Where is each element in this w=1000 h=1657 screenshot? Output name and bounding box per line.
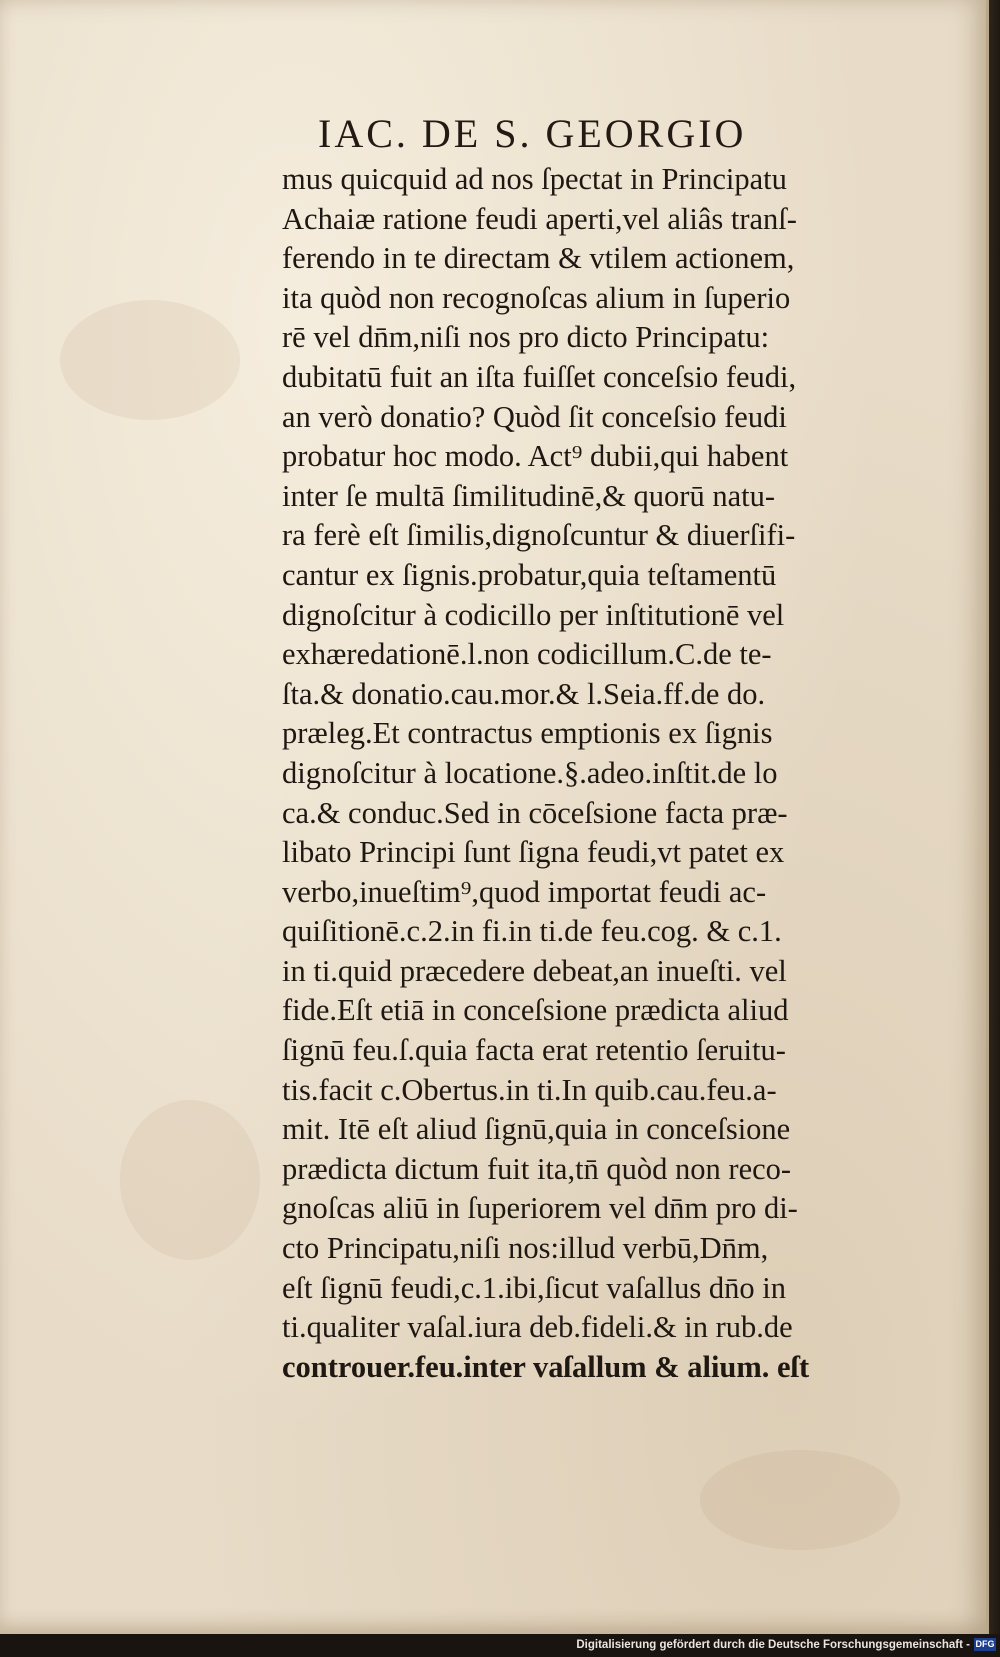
running-head: IAC. DE S. GEORGIO [318,111,747,156]
text-line: ca.& conduc.Sed in cōceſsione facta præ- [282,795,788,830]
paper-stain [120,1100,260,1260]
dfg-logo-icon: DFG [975,1639,995,1649]
text-line: dignoſcitur à codicillo per inſtitutionē vel [282,597,785,632]
text-line: exhæredationē.l.non codicillum.C.de te- [282,637,772,672]
text-line: in ti.quid præcedere debeat,an inueſti. vel [282,953,787,988]
text-line: rē vel dn̄m,niſi nos pro dicto Principatu: [282,320,770,355]
text-line: controuer.feu.inter vaſallum & alium. eſt [282,1349,810,1384]
text-line: ſta.& donatio.cau.mor.& l.Seia.ff.de do. [282,676,766,711]
text-line: libato Principi ſunt ſigna feudi,vt patet ex [282,835,785,870]
text-line: eſt ſignū feudi,c.1.ibi,ſicut vaſallus dn̄o in [282,1270,787,1305]
text-line: prædicta dictum fuit ita,tn̄ quòd non reco- [282,1151,792,1186]
text-line: mit. Itē eſt aliud ſignū,quia in conceſsione [282,1112,791,1147]
text-line: verbo,inueſtim⁹,quod importat feudi ac- [282,874,767,909]
text-line: quiſitionē.c.2.in fi.in ti.de feu.cog. & c.1. [282,914,782,949]
funding-note: Digitalisierung gefördert durch die Deutsche Forschungsgemeinschaft - [576,1639,970,1651]
text-line: an verò donatio? Quòd ſit conceſsio feudi [282,399,787,434]
text-line: ra ferè eſt ſimilis,dignoſcuntur & diuerſifi- [282,518,796,553]
text-line: tis.facit c.Obertus.in ti.In quib.cau.feu.a- [282,1072,777,1107]
text-line: probatur hoc modo. Act⁹ dubii,qui habent [282,439,789,474]
paper-stain [700,1450,900,1550]
text-line: ti.qualiter vaſal.iura deb.fideli.& in rub.de [282,1310,793,1345]
text-line: fide.Eſt etiā in conceſsione prædicta aliud [282,993,789,1028]
text-line: cto Principatu,niſi nos:illud verbū,Dn̄m, [282,1231,769,1266]
text-line: ferendo in te directam & vtilem actionem, [282,241,795,276]
text-line: dignoſcitur à locatione.§.adeo.inſtit.de lo [282,755,778,790]
text-line: gnoſcas aliū in ſuperiorem vel dn̄m pro di- [282,1191,798,1226]
text-line: cantur ex ſignis.probatur,quia teſtamentū [282,557,777,592]
text-line: inter ſe multā ſimilitudinē,& quorū natu- [282,478,775,513]
text-line: dubitatū fuit an iſta fuiſſet conceſsio feudi, [282,359,797,394]
body-text [282,160,922,1390]
text-line: ſignū feu.ſ.quia facta erat retentio ſeruitu- [282,1033,786,1068]
text-line: ita quòd non recognoſcas alium in ſuperio [282,280,791,315]
text-line: præleg.Et contractus emptionis ex ſignis [282,716,773,751]
paper-stain [60,300,240,420]
text-line: mus quicquid ad nos ſpectat in Principatu [282,162,787,196]
text-line: Achaiæ ratione feudi aperti,vel aliâs tranſ- [282,201,797,236]
